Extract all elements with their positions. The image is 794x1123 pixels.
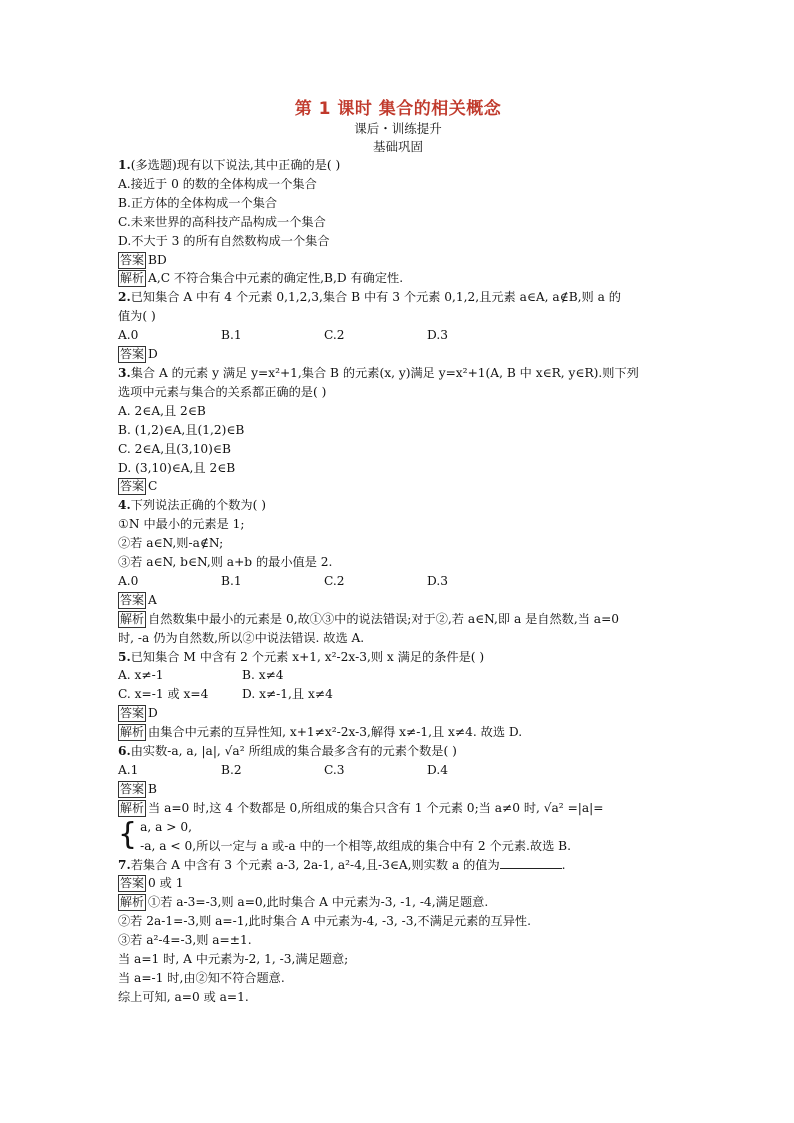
option-d: D.3	[427, 573, 448, 588]
question-3-option-b: B. (1,2)∈A,且(1,2)∈B	[118, 422, 245, 437]
question-6-stem: 6.由实数-a, a, |a|, √a² 所组成的集合最多含有的元素个数是( )	[118, 744, 457, 759]
answer-label: 答案	[120, 347, 145, 362]
question-1-option-c: C.未来世界的高科技产品构成一个集合	[118, 214, 326, 229]
question-3-option-a: A. 2∈A,且 2∈B	[118, 403, 206, 418]
option-a: A. x≠-1	[118, 668, 164, 683]
question-4-options	[118, 572, 678, 591]
question-1-analysis: 解析 A,C 不符合集合中元素的确定性,B,D 有确定性.	[120, 271, 404, 286]
section-heading: 基础巩固	[372, 139, 423, 154]
question-5-analysis: 解析 由集合中元素的互异性知, x+1≠x²-2x-3,解得 x≠-1,且 x≠4. 故选 D.	[120, 725, 523, 740]
question-3-stem: 3.集合 A 的元素 y 满足 y=x²+1,集合 B 的元素(x, y)满足 y=x²+1(A, B 中 x∈R, y∈R).则下列	[118, 365, 639, 380]
analysis-label: 解析	[120, 611, 145, 626]
analysis-label: 解析	[120, 271, 145, 286]
left-brace-icon: {	[118, 816, 138, 852]
worksheet	[118, 98, 678, 1007]
question-6-analysis: 解析 当 a=0 时,这 4 个数都是 0,所组成的集合只含有 1 个元素 0;当 a≠0 时, √a² =|a|=	[120, 800, 604, 815]
option-c: C.2	[324, 328, 345, 343]
option-c: C.2	[324, 573, 345, 588]
question-5-options-row-1	[118, 666, 678, 685]
question-7-stem: 7.若集合 A 中含有 3 个元素 a-3, 2a-1, a²-4,且-3∈A,则实数 a 的值为 .	[118, 857, 566, 872]
option-d: D.4	[427, 763, 448, 777]
question-1-answer: 答案 BD	[120, 252, 167, 267]
answer-label: 答案	[120, 876, 145, 891]
question-7-analysis-line-4: 当 a=1 时, A 中元素为-2, 1, -3,满足题意;	[118, 952, 349, 967]
question-1-option-d: D.不大于 3 的所有自然数构成一个集合	[118, 233, 330, 248]
question-3-option-d: D. (3,10)∈A,且 2∈B	[118, 460, 236, 475]
answer-label: 答案	[120, 252, 145, 267]
question-5-stem: 5.已知集合 M 中含有 2 个元素 x+1, x²-2x-3,则 x 满足的条件是( )	[118, 649, 485, 664]
question-2-stem-cont: 值为( )	[118, 309, 156, 324]
option-b: B.1	[221, 573, 242, 588]
case-1: a, a > 0,	[140, 819, 192, 834]
question-5-answer: 答案 D	[120, 706, 158, 721]
option-b: B.2	[221, 763, 242, 777]
option-a: A.0	[118, 328, 139, 343]
question-6-answer: 答案 B	[120, 781, 157, 796]
option-b: B. x≠4	[242, 668, 284, 683]
question-4-analysis: 解析 自然数集中最小的元素是 0,故①③中的说法错误;对于②,若 a∈N,即 a 是自然数,当 a=0	[120, 611, 620, 626]
question-4-analysis-cont: 时, -a 仍为自然数,所以②中说法错误. 故选 A.	[118, 630, 365, 645]
question-3-stem-cont: 选项中元素与集合的关系都正确的是( )	[118, 384, 327, 399]
question-7-analysis-line-6: 综上可知, a=0 或 a=1.	[118, 989, 249, 1004]
question-7-analysis-line-5: 当 a=-1 时,由②知不符合题意.	[118, 970, 285, 985]
page-title: 第 1 课时 集合的相关概念	[294, 99, 502, 119]
answer-label: 答案	[120, 781, 145, 796]
question-1-option-b: B.正方体的全体构成一个集合	[118, 195, 278, 210]
option-d: D.3	[427, 328, 448, 343]
question-4-stem: 4.下列说法正确的个数为( )	[118, 498, 266, 513]
option-b: B.1	[221, 328, 242, 343]
analysis-label: 解析	[120, 895, 145, 910]
question-2-answer: 答案 D	[120, 347, 158, 362]
case-2: -a, a < 0,所以一定与 a 或-a 中的一个相等,故组成的集合中有 2 个元素.故选 B.	[140, 838, 572, 853]
question-7-analysis: 解析 ①若 a-3=-3,则 a=0,此时集合 A 中元素为-3, -1, -4,满足题意.	[120, 895, 489, 910]
question-4-item-3: ③若 a∈N, b∈N,则 a+b 的最小值是 2.	[118, 555, 333, 570]
option-c: C.3	[324, 763, 345, 777]
question-1-option-a: A.接近于 0 的数的全体构成一个集合	[118, 176, 317, 191]
option-a: A.1	[118, 763, 139, 777]
question-4-item-2: ②若 a∈N,则-a∉N;	[118, 536, 224, 551]
question-6-analysis-cont: 所以一定与 a 或-a 中的一个相等,故组成的集合中有 2 个元素.故选 B.	[196, 838, 572, 853]
question-3-answer: 答案 C	[120, 479, 158, 494]
question-2-options	[118, 326, 678, 345]
question-4-answer: 答案 A	[120, 592, 157, 607]
option-d: D. x≠-1,且 x≠4	[242, 687, 333, 702]
analysis-label: 解析	[120, 725, 145, 740]
option-c: C. x=-1 或 x=4	[118, 687, 209, 702]
section-subtitle: 课后・训练提升	[354, 121, 442, 136]
option-a: A.0	[118, 573, 139, 588]
answer-label: 答案	[120, 706, 145, 721]
question-7-analysis-line-3: ③若 a²-4=-3,则 a=±1.	[118, 933, 252, 948]
question-4-item-1: ①N 中最小的元素是 1;	[118, 517, 245, 532]
answer-blank	[500, 856, 562, 869]
question-6-piecewise	[118, 818, 678, 856]
question-7-analysis-line-2: ②若 2a-1=-3,则 a=-1,此时集合 A 中元素为-4, -3, -3,不满足元素的互异性.	[118, 914, 531, 929]
question-5-options-row-2	[118, 685, 678, 704]
question-3-option-c: C. 2∈A,且(3,10)∈B	[118, 441, 231, 456]
answer-label: 答案	[120, 592, 145, 607]
question-2-stem: 2.已知集合 A 中有 4 个元素 0,1,2,3,集合 B 中有 3 个元素 0,1,2,且元素 a∈A, a∉B,则 a 的	[118, 290, 621, 305]
question-7-answer: 答案 0 或 1	[120, 876, 184, 891]
analysis-label: 解析	[120, 800, 145, 815]
question-6-options	[118, 761, 678, 780]
question-1-stem: 1.(多选题)现有以下说法,其中正确的是( )	[118, 158, 341, 172]
answer-label: 答案	[120, 479, 145, 494]
